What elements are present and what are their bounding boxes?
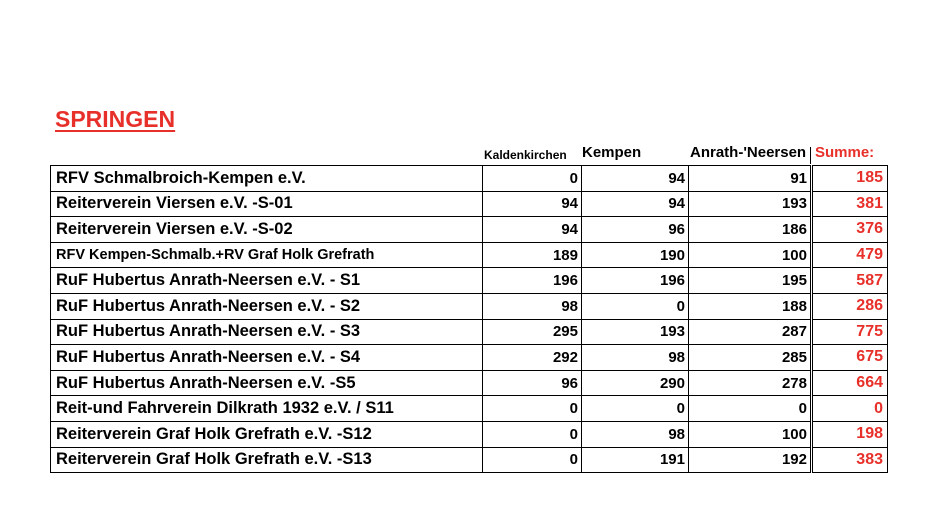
kempen-score-cell: 190	[582, 242, 689, 268]
anrath-neersen-score-cell: 195	[689, 268, 812, 294]
team-name-cell: RuF Hubertus Anrath-Neersen e.V. - S1	[51, 268, 483, 294]
kempen-score-cell: 98	[582, 421, 689, 447]
table-row	[51, 345, 888, 371]
team-name-cell: Reiterverein Graf Holk Grefrath e.V. -S13	[51, 447, 483, 473]
results-table	[50, 165, 888, 473]
sum-cell: 664	[812, 370, 888, 396]
team-name-cell: Reiterverein Graf Holk Grefrath e.V. -S12	[51, 421, 483, 447]
anrath-neersen-score-cell: 91	[689, 166, 812, 192]
kaldenkirchen-score-cell: 189	[483, 242, 582, 268]
kaldenkirchen-score-cell: 96	[483, 370, 582, 396]
team-name-cell: RuF Hubertus Anrath-Neersen e.V. - S3	[51, 319, 483, 345]
anrath-neersen-score-cell: 0	[689, 396, 812, 422]
table-row	[51, 217, 888, 243]
kempen-score-cell: 290	[582, 370, 689, 396]
kaldenkirchen-score-cell: 0	[483, 166, 582, 192]
table-row	[51, 447, 888, 473]
kaldenkirchen-score-cell: 295	[483, 319, 582, 345]
kempen-score-cell: 191	[582, 447, 689, 473]
kempen-score-cell: 96	[582, 217, 689, 243]
page-title: SPRINGEN	[55, 106, 176, 132]
team-name-cell: RuF Hubertus Anrath-Neersen e.V. -S5	[51, 370, 483, 396]
kaldenkirchen-score-cell: 196	[483, 268, 582, 294]
results-table-body	[51, 166, 888, 473]
team-name-cell: Reiterverein Viersen e.V. -S-01	[51, 191, 483, 217]
team-name-cell: Reiterverein Viersen e.V. -S-02	[51, 217, 483, 243]
kaldenkirchen-score-cell: 292	[483, 345, 582, 371]
anrath-neersen-score-cell: 287	[689, 319, 812, 345]
table-row	[51, 396, 888, 422]
kaldenkirchen-score-cell: 0	[483, 447, 582, 473]
sum-cell: 775	[812, 319, 888, 345]
sum-cell: 0	[812, 396, 888, 422]
sum-cell: 376	[812, 217, 888, 243]
anrath-neersen-score-cell: 278	[689, 370, 812, 396]
kempen-score-cell: 0	[582, 293, 689, 319]
sum-cell: 381	[812, 191, 888, 217]
kaldenkirchen-score-cell: 94	[483, 191, 582, 217]
kaldenkirchen-score-cell: 0	[483, 396, 582, 422]
kempen-score-cell: 98	[582, 345, 689, 371]
kaldenkirchen-score-cell: 94	[483, 217, 582, 243]
kempen-score-cell: 94	[582, 166, 689, 192]
team-name-cell: Reit-und Fahrverein Dilkrath 1932 e.V. / S11	[51, 396, 483, 422]
table-row	[51, 421, 888, 447]
table-row	[51, 370, 888, 396]
sum-cell: 198	[812, 421, 888, 447]
sum-cell: 383	[812, 447, 888, 473]
column-header-summe: Summe:	[815, 144, 875, 161]
column-header-anrath-neersen: Anrath-'Neersen	[690, 144, 807, 161]
column-header-kaldenkirchen: Kaldenkirchen	[484, 148, 567, 162]
anrath-neersen-score-cell: 193	[689, 191, 812, 217]
anrath-neersen-score-cell: 100	[689, 421, 812, 447]
table-row	[51, 191, 888, 217]
table-row	[51, 268, 888, 294]
anrath-neersen-score-cell: 192	[689, 447, 812, 473]
team-name-cell: RuF Hubertus Anrath-Neersen e.V. - S2	[51, 293, 483, 319]
anrath-neersen-score-cell: 100	[689, 242, 812, 268]
kempen-score-cell: 196	[582, 268, 689, 294]
kempen-score-cell: 94	[582, 191, 689, 217]
kaldenkirchen-score-cell: 0	[483, 421, 582, 447]
header-divider	[810, 147, 811, 164]
kaldenkirchen-score-cell: 98	[483, 293, 582, 319]
sum-cell: 587	[812, 268, 888, 294]
sum-cell: 675	[812, 345, 888, 371]
kempen-score-cell: 193	[582, 319, 689, 345]
anrath-neersen-score-cell: 285	[689, 345, 812, 371]
table-row	[51, 242, 888, 268]
anrath-neersen-score-cell: 188	[689, 293, 812, 319]
table-row	[51, 319, 888, 345]
team-name-cell: RFV Kempen-Schmalb.+RV Graf Holk Grefrath	[51, 242, 483, 268]
column-header-kempen: Kempen	[582, 144, 642, 161]
sum-cell: 286	[812, 293, 888, 319]
team-name-cell: RFV Schmalbroich-Kempen e.V.	[51, 166, 483, 192]
sum-cell: 185	[812, 166, 888, 192]
kempen-score-cell: 0	[582, 396, 689, 422]
table-row	[51, 166, 888, 192]
sum-cell: 479	[812, 242, 888, 268]
table-row	[51, 293, 888, 319]
anrath-neersen-score-cell: 186	[689, 217, 812, 243]
team-name-cell: RuF Hubertus Anrath-Neersen e.V. - S4	[51, 345, 483, 371]
